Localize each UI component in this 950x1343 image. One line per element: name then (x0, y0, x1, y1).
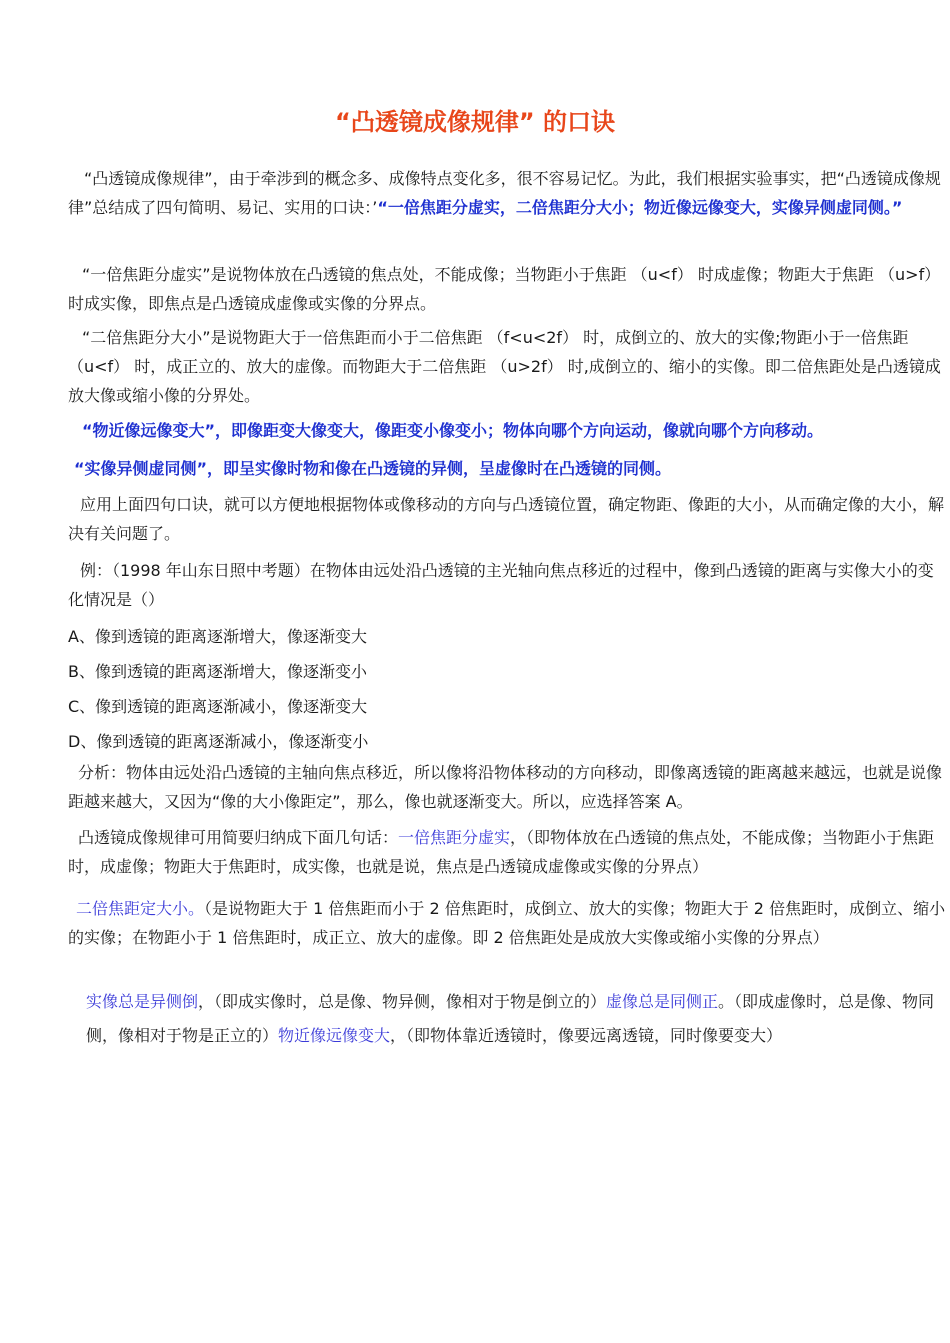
summary-rule-3-note: ，（即成实像时，总是像、物异侧，像相对于物是倒立的） (198, 992, 607, 1011)
summary-rule-2: 二倍焦距定大小。 (76, 899, 205, 918)
page-title: “凸透镜成像规律” 的口诀 (335, 108, 615, 136)
summary-rule-2-note: （是说物距大于 1 倍焦距而小于 2 倍焦距时，成倒立、放大的实像；物距大于 2 倍焦距时，成倒立、缩小的实像；在物距小于 1 倍焦距时，成正立、放大的虚像。即 2 倍焦距处是成放大实像或缩小实像的分界点） (68, 899, 946, 947)
example-question: 例：（1998 年山东日照中考题）在物体由远处沿凸透镜的主光轴向焦点移近的过程中，像到凸透镜的距离与实像大小的变化情况是（） (68, 561, 934, 609)
summary-rule-5: 物近像远像变大 (278, 1026, 391, 1045)
summary-rules-3-5-paragraph (86, 985, 946, 1053)
option-b: B、像到透镜的距离逐渐增大，像逐渐变小 (68, 662, 367, 681)
summary-rule-3: 实像总是异侧倒 (86, 992, 199, 1011)
summary-paragraph (68, 823, 946, 881)
summary-rule-4-note: 。（即成虚像时，总是像、物同侧，像相对于物是正立的） (86, 992, 935, 1045)
summary-rule-4: 虚像总是同侧正 (606, 992, 719, 1011)
intro-text: “凸透镜成像规律”，由于牵涉到的概念多、成像特点变化多，很不容易记忆。为此，我们根据实验事实，把“凸透镜成像规律”总结成了四句简明、易记、实用的口诀：’ (68, 169, 941, 217)
rule-one-explanation: “一倍焦距分虚实”是说物体放在凸透镜的焦点处，不能成像；当物距小于焦距 （u<f） 时成虚像；物距大于焦距 （u>f） 时成实像，即焦点是凸透镜成虚像或实像的分界点。 (68, 265, 941, 313)
summary-rule-1-note: ，（即物体放在凸透镜的焦点处，不能成像；当物距小于焦距时，成虚像；物距大于焦距时，成实像，也就是说，焦点是凸透镜成虚像或实像的分界点） (68, 828, 935, 876)
application-paragraph: 应用上面四句口诀，就可以方便地根据物体或像移动的方向与凸透镜位置，确定物距、像距的大小，从而确定像的大小，解决有关问题了。 (68, 495, 945, 543)
analysis-paragraph: 分析：物体由远处沿凸透镜的主轴向焦点移近，所以像将沿物体移动的方向移动，即像离透镜的距离越来越远，也就是说像距越来越大，又因为“像的大小像距定”，那么，像也就逐渐变大。所以，应选择答案 A。 (68, 763, 943, 811)
summary-rule-5-note: ，（即物体靠近透镜时，像要远离透镜，同时像要变大） (390, 1026, 783, 1045)
option-c: C、像到透镜的距离逐渐减小，像逐渐变大 (68, 697, 368, 716)
summary-intro: 凸透镜成像规律可用简要归纳成下面几句话： (78, 828, 399, 847)
rule-two-explanation: “二倍焦距分大小”是说物距大于一倍焦距而小于二倍焦距 （f<u<2f） 时，成倒立的、放大的实像;物距小于一倍焦距 （u<f） 时，成正立的、放大的虚像。而物距大于二倍焦距 （u>2f） 时,成倒立的、缩小的实像。即二倍焦距处是凸透镜成放大像或缩小像的分界处。 (68, 328, 941, 405)
option-a: A、像到透镜的距离逐渐增大，像逐渐变大 (68, 627, 367, 646)
intro-paragraph (68, 164, 946, 222)
option-d: D、像到透镜的距离逐渐减小，像逐渐变小 (68, 732, 369, 751)
rule-three-explanation: “物近像远像变大”，即像距变大像变大，像距变小像变小；物体向哪个方向运动，像就向哪个方向移动。 (82, 421, 824, 440)
mnemonic-highlight: “一倍焦距分虚实，二倍焦距分大小；物近像远像变大，实像异侧虚同侧。” (377, 198, 903, 217)
rule-four-explanation: “实像异侧虚同侧”，即呈实像时物和像在凸透镜的异侧，呈虚像时在凸透镜的同侧。 (74, 459, 672, 478)
summary-rule-2-paragraph (68, 894, 946, 952)
summary-rule-1: 一倍焦距分虚实 (398, 828, 511, 847)
